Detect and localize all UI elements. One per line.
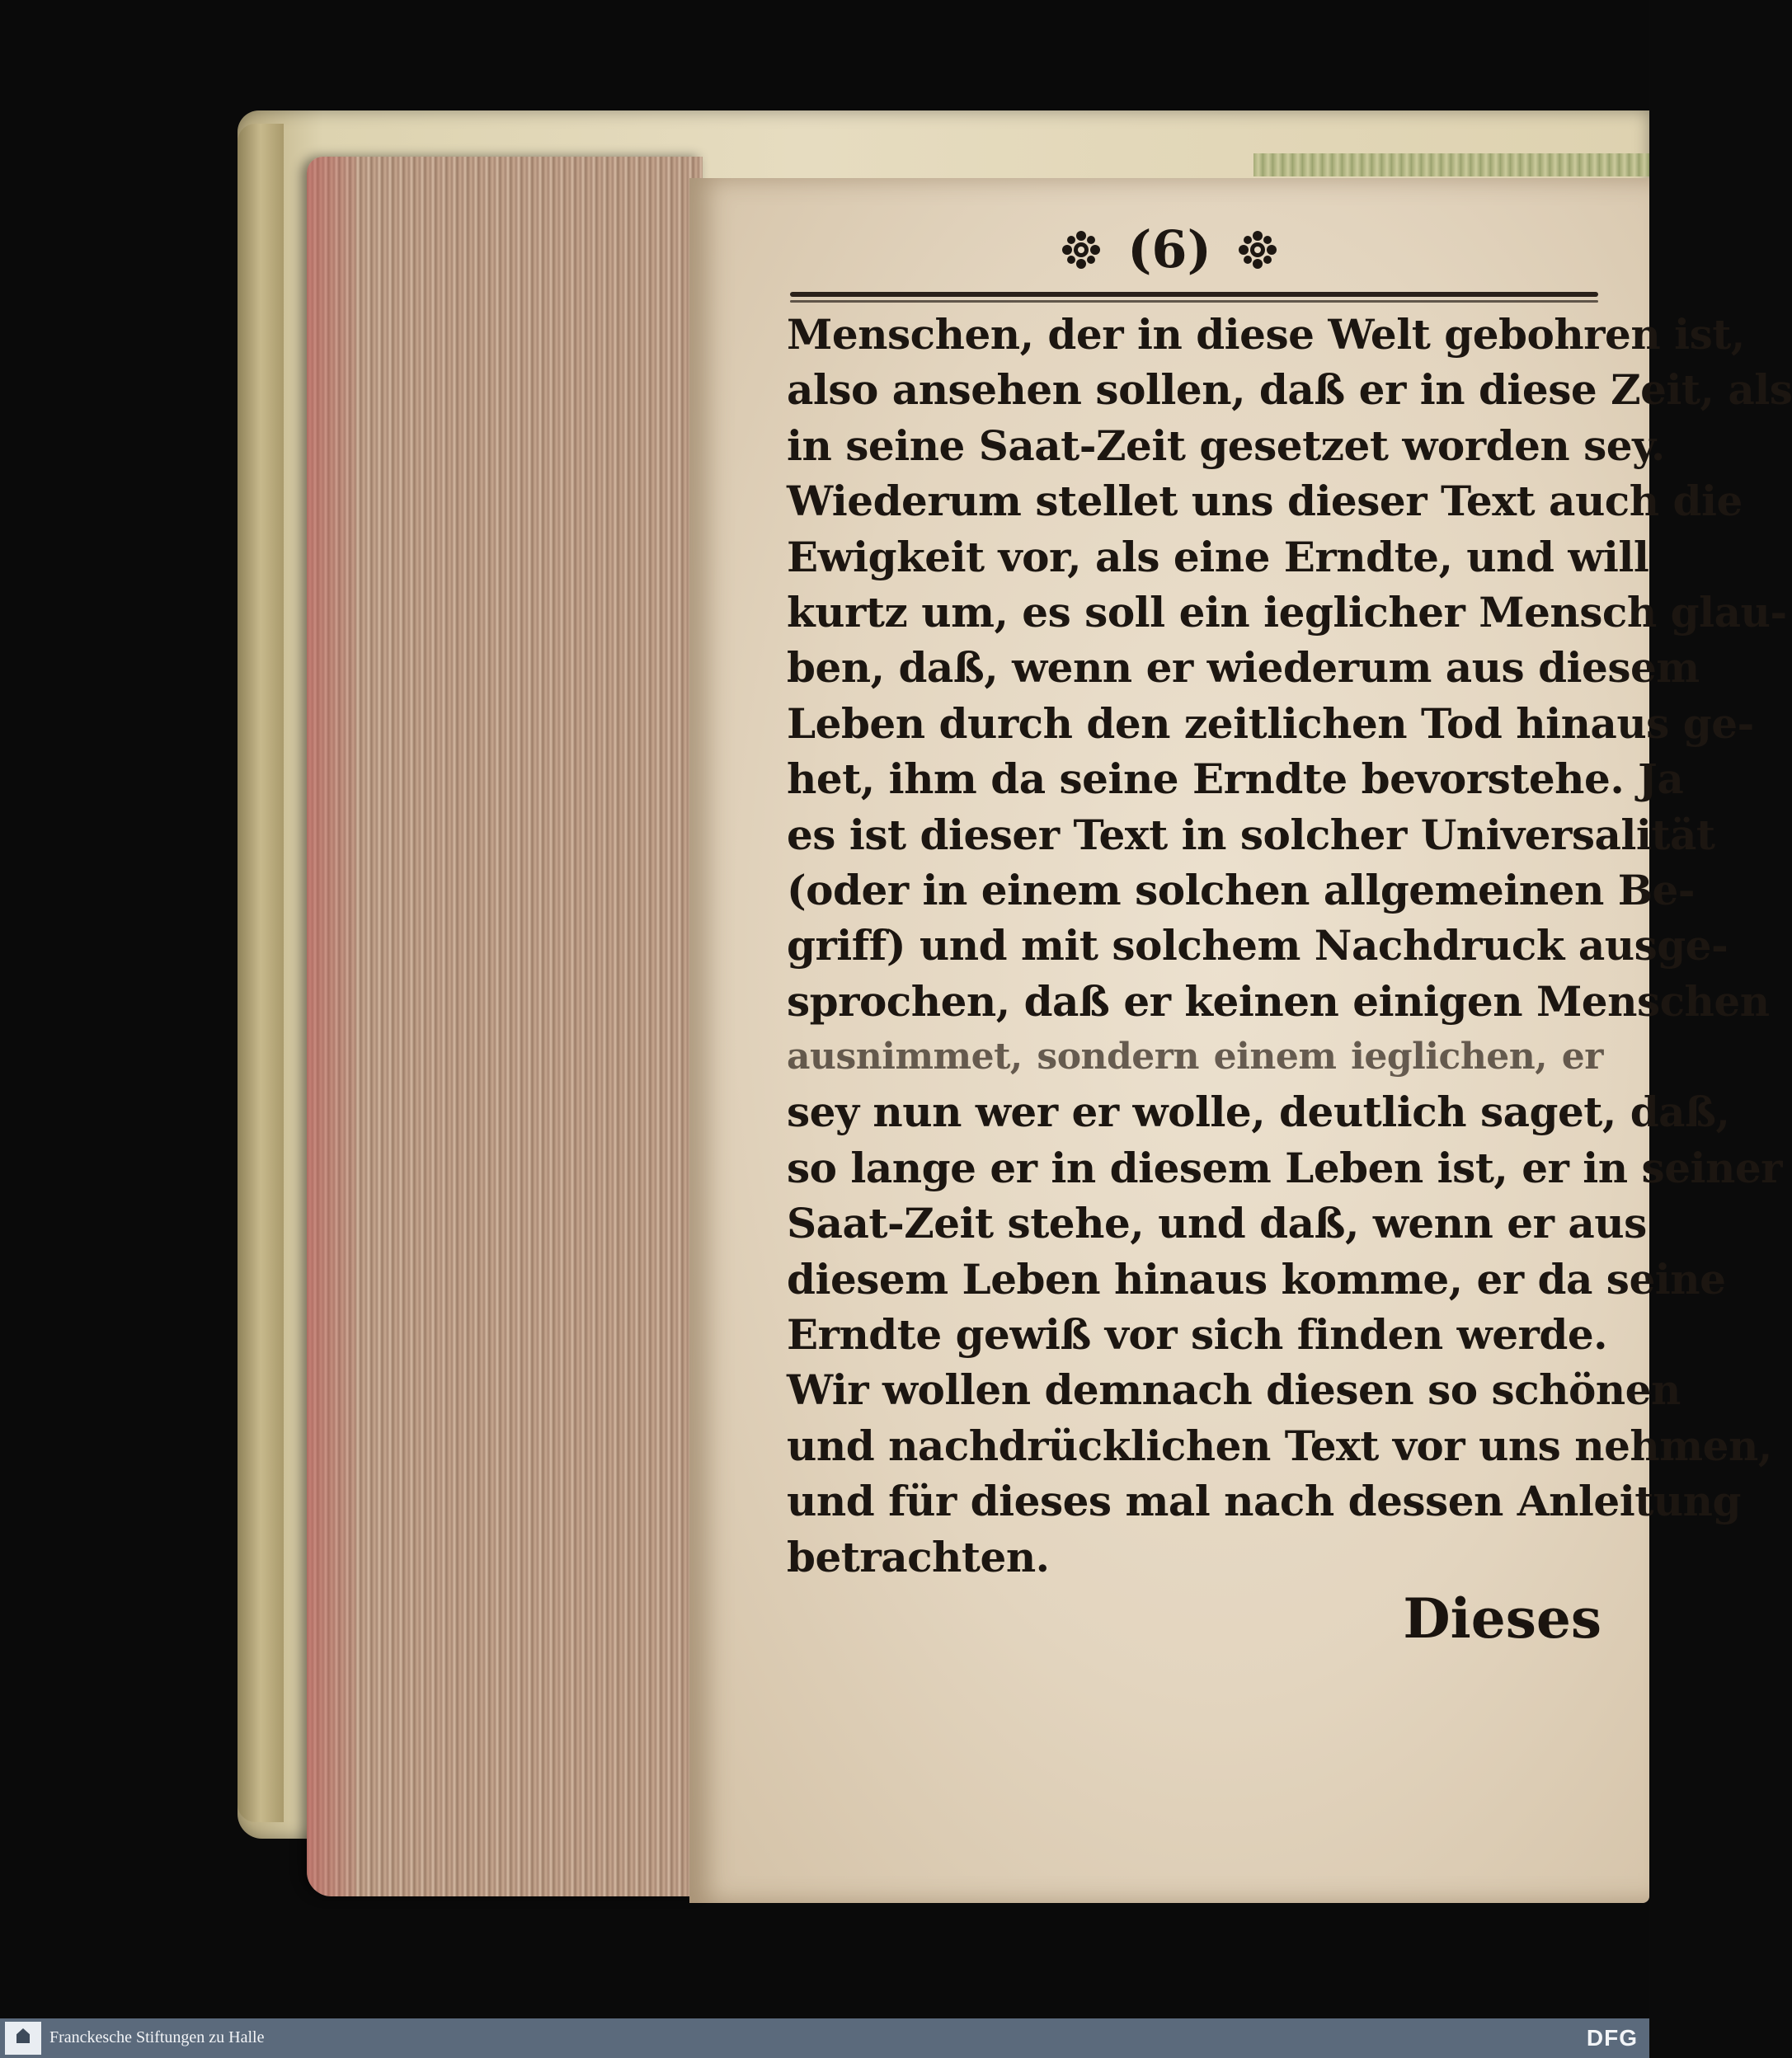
text-line: sey nun wer er wolle, deutlich saget, daß,: [787, 1088, 1730, 1137]
text-line: het, ihm da seine Erndte bevorstehe. Ja: [787, 754, 1684, 804]
book-spine: [238, 124, 284, 1822]
text-line: Menschen, der in diese Welt gebohren ist,: [787, 310, 1745, 359]
dfg-logo[interactable]: DFG: [1586, 2025, 1638, 2051]
text-line: Erndte gewiß vor sich finden werde.: [787, 1310, 1608, 1360]
text-line: und für dieses mal nach dessen Anleitung: [787, 1477, 1741, 1526]
text-line-folded: ausnimmet, sondern einem ieglichen, er: [787, 1036, 1603, 1078]
page-header: [689, 219, 1649, 280]
flower-ornament-icon: [1237, 229, 1278, 270]
text-line: Leben durch den zeitlichen Tod hinaus ge-: [787, 698, 1754, 748]
text-line: ben, daß, wenn er wiederum aus diesem: [787, 643, 1700, 693]
book-page: [689, 178, 1792, 1903]
text-line: so lange er in diesem Leben ist, er in seiner: [787, 1143, 1783, 1192]
header-rule: [790, 292, 1598, 297]
text-line: Saat-Zeit stehe, und daß, wenn er aus: [787, 1199, 1647, 1248]
text-line: betrachten.: [787, 1532, 1050, 1581]
headband: [1253, 153, 1649, 176]
page-number: (6): [1127, 219, 1211, 280]
text-line: in seine Saat-Zeit gesetzet worden sey.: [787, 421, 1665, 470]
text-line: diesem Leben hinaus komme, er da seine: [787, 1254, 1726, 1304]
text-line: und nachdrücklichen Text vor uns nehmen,: [787, 1421, 1772, 1470]
footer-bar: [0, 2018, 1649, 2058]
text-line: Wiederum stellet uns dieser Text auch die: [787, 477, 1743, 526]
text-line: griff) und mit solchem Nachdruck ausge-: [787, 921, 1729, 970]
text-line: Ewigkeit vor, als eine Erndte, und will: [787, 532, 1649, 581]
text-line: es ist dieser Text in solcher Universalität: [787, 810, 1715, 859]
text-line: sprochen, daß er keinen einigen Menschen: [787, 976, 1770, 1026]
page-edges: [307, 157, 703, 1896]
text-line: (oder in einem solchen allgemeinen Be-: [787, 865, 1696, 914]
flower-ornament-icon: [1061, 229, 1102, 270]
text-line: also ansehen sollen, daß er in diese Zeit, als: [787, 365, 1792, 415]
header-rule-thin: [790, 300, 1598, 303]
text-line: Wir wollen demnach diesen so schönen: [787, 1365, 1681, 1415]
institution-name[interactable]: Franckesche Stiftungen zu Halle: [49, 2028, 265, 2046]
page-body: [787, 307, 1792, 1585]
institution-logo-icon[interactable]: [5, 2022, 41, 2055]
catchword: Dieses: [1403, 1586, 1602, 1651]
text-line: kurtz um, es soll ein ieglicher Mensch glau-: [787, 587, 1787, 637]
